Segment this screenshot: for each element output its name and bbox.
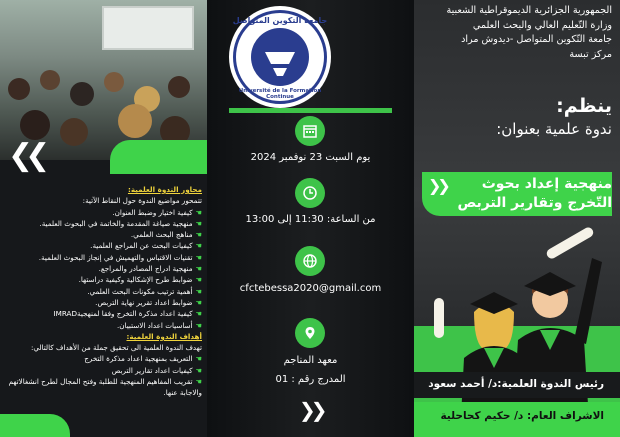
left-panel [0,0,207,437]
goal-item: ☚ تقريب المفاهيم المنهجية للطلبة وفتح المجال لطرح انشغالاتهم والاجابة عنها. [6,376,202,399]
chevrons-icon: ❮❮ [8,138,43,173]
axis-item: ☚ أساسيات اعداد الاستبيان. [6,320,202,331]
axis-item: ☚ تقنيات الاقتباس والتهميش في إنجاز البحوث العلمية. [6,252,202,263]
venue-hall: المدرج رقم : 01 [275,374,346,385]
axis-item: ☚ منهجية ادراج المصادر والمراجع. [6,263,202,274]
calendar-icon [295,116,325,146]
general-supervision: الاشراف العام: د/ حكيم كحاحلية [440,410,604,422]
event-date: يوم السبت 23 نوفمبر 2024 [250,152,371,163]
goal-item: ☚ التعريف بمنهجية اعداد مذكرة التخرج [6,353,202,364]
seminar-label: ندوة علمية بعنوان: [496,120,612,138]
event-time: من الساعة: 11:30 إلى 13:00 [245,214,376,225]
axis-item: ☚ أهمية ترتيب مكونات البحث العلمي. [6,286,202,297]
axis-item: ☚ كيفيات البحث عن المراجع العلمية. [6,240,202,251]
goal-item: ☚ كيفيات اعداد تقارير التربص [6,365,202,376]
axis-item: ☚ كيفية اعداد مذكرة التخرج وفقا لمنهجيةIMRAD [6,308,202,319]
university-logo [229,6,331,108]
contact-email[interactable]: cfctebessa2020@gmail.com [239,283,382,294]
projection-screen [102,6,194,50]
logo-arabic-text: جامعة التكوين المتواصل [232,16,328,25]
seminar-audience-photo [0,0,207,160]
axes-intro: تتمحور مواضيع الندوة حول النقاط الآتية: [82,196,202,206]
globe-icon [295,246,325,276]
seminar-axes-and-goals [6,184,202,399]
organizes-title: ينظم: [556,95,612,117]
axis-item: ☚ منهجية صياغة المقدمة والخاتمة في البحوث العلمية. [6,218,202,229]
logo-french-text: Université de la Formation Continue [238,88,322,100]
clock-icon [295,178,325,208]
chevrons-icon: ❯❯ [428,176,447,195]
chevrons-right-icon: ❯❯ [299,398,323,422]
seminar-chair: رئيس الندوة العلمية:د/ أحمد سعود [428,378,604,390]
institution-header: الجمهورية الجزائرية الديموقراطية الشعبية وزارة التّعليم العالي والبحث العلمي جامعة التّكوين المتواصل -ديدوش مراد مركز تبسة [446,5,612,60]
green-corner-shape [0,414,70,437]
goals-header: أهداف الندوة العلمية: [126,331,202,341]
location-pin-icon [295,318,325,348]
seminar-topic: منهجية إعداد بحوث التّخرج وتقارير التربص [457,176,612,211]
right-panel [414,0,620,437]
green-accent-shape [110,140,207,174]
green-divider [229,108,392,113]
axis-item: ☚ ضوابط طرح الإشكالية وكيفية دراستها. [6,274,202,285]
axis-item: ☚ ضوابط اعداد تقرير نهاية التربص. [6,297,202,308]
goals-intro: تهدف الندوة العلمية الى تحقيق جملة من الأهداف كالتالي: [30,343,202,353]
axis-item: ☚ مناهج البحث العلمي. [6,229,202,240]
venue-name: معهد المناجم [283,355,338,366]
middle-panel [207,0,414,437]
axes-header: محاور الندوة العلمية: [127,185,202,194]
axis-item: ☚ كيفية اختيار وضبط العنوان. [6,207,202,218]
